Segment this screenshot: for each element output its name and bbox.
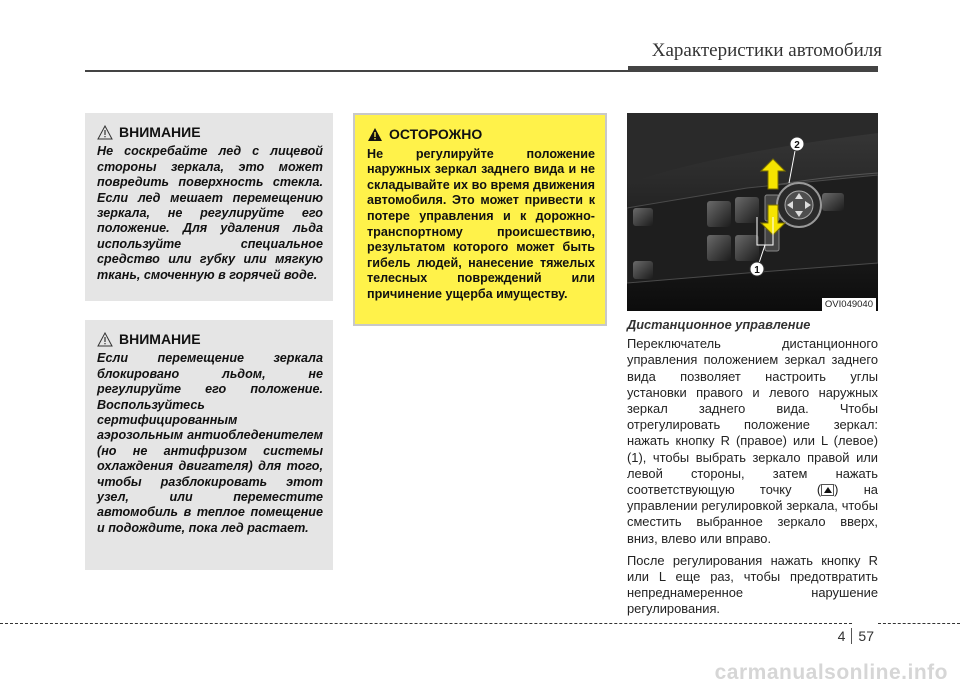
mirror-switch-photo xyxy=(627,113,878,311)
warning-triangle-icon xyxy=(97,125,113,140)
figure-code: OVI049040 xyxy=(822,298,876,311)
section-paragraph-2: После регулирования нажать кнопку R или L еще раз, чтобы предотвратить непреднамеренное нарушение регулирования. xyxy=(627,552,878,617)
warning-heading xyxy=(97,332,323,347)
chapter-number: 4 xyxy=(837,628,846,644)
warning-box-frozen-mirror xyxy=(85,320,333,570)
callout-2-label: 2 xyxy=(794,140,800,151)
window-switch-icon xyxy=(735,235,759,261)
caution-heading-text: ОСТОРОЖНО xyxy=(389,126,483,142)
section-subtitle: Дистанционное управление xyxy=(627,317,811,332)
caution-triangle-icon xyxy=(367,127,383,142)
window-switch-icon xyxy=(735,197,759,223)
fold-button xyxy=(822,193,844,211)
header-rule-accent xyxy=(628,66,878,72)
warning-heading-text: ВНИМАНИЕ xyxy=(119,124,201,140)
switch-panel-illustration xyxy=(627,113,878,311)
page-number-value: 57 xyxy=(858,628,874,644)
warning-text: Не соскребайте лед с лицевой стороны зеркала, это может повредить поверхность стекла. Если лед мешает перемещению зеркала, не регулируйте его положение. Для удаления льда используйте специальное средство или губку или мягкую ткань, смоченную в горячей воде. xyxy=(97,144,323,282)
window-switch-icon xyxy=(633,261,653,279)
paragraph-1-part-b: ) на управлении регулировкой зеркала, чтобы сместить выбранное зеркало вверх, вниз, влево или вправо. xyxy=(627,482,878,546)
header-title: Характеристики автомобиля xyxy=(651,40,882,61)
window-switch-icon xyxy=(707,235,731,261)
page-number xyxy=(838,628,874,644)
warning-text: Если перемещение зеркала блокировано льдом, не регулируйте его положение. Воспользуйтесь сертифицированным аэрозольным антиобледенителем (но не антифризом системы охлаждения двигателя) для того, чтобы разблокировать этот узел, или переместите автомобиль в теплое помещение и подождите, пока лед растает. xyxy=(97,351,323,535)
footer-rule-right xyxy=(878,623,960,624)
remote-control-section xyxy=(627,317,878,624)
caution-heading xyxy=(367,127,595,143)
window-switch-icon xyxy=(633,208,653,226)
caution-box xyxy=(353,113,607,326)
callout-1-label: 1 xyxy=(754,265,760,276)
warning-heading-text: ВНИМАНИЕ xyxy=(119,331,201,347)
page-number-divider xyxy=(851,628,852,644)
warning-triangle-icon xyxy=(97,332,113,347)
watermark: carmanualsonline.info xyxy=(714,661,948,684)
warning-box-ice-scraping xyxy=(85,113,333,301)
section-paragraph-1 xyxy=(627,336,878,547)
paragraph-1-part-a: Переключатель дистанционного управления положением зеркал заднего вида позволяет настроить углы установки правого и левого наружных зеркал заднего вида. Чтобы отрегулировать положение зеркал: нажать кнопку R (правое) или L (левое) (1), чтобы выбрать зеркало правой или левой стороны, затем нажать соответствующую точку ( xyxy=(627,336,878,498)
up-arrow-icon xyxy=(821,484,834,496)
warning-heading xyxy=(97,125,323,140)
window-switch-icon xyxy=(707,201,731,227)
caution-text: Не регулируйте положение наружных зеркал заднего вида и не складывайте их во время движения автомобиля. Это может привести к потере управления и к дорожно-транспортному происшествию, результатом которого может быть гибель людей, нанесение тяжелых телесных повреждений или причинение ущерба имуществу. xyxy=(367,146,595,301)
footer-rule-left xyxy=(0,623,852,624)
